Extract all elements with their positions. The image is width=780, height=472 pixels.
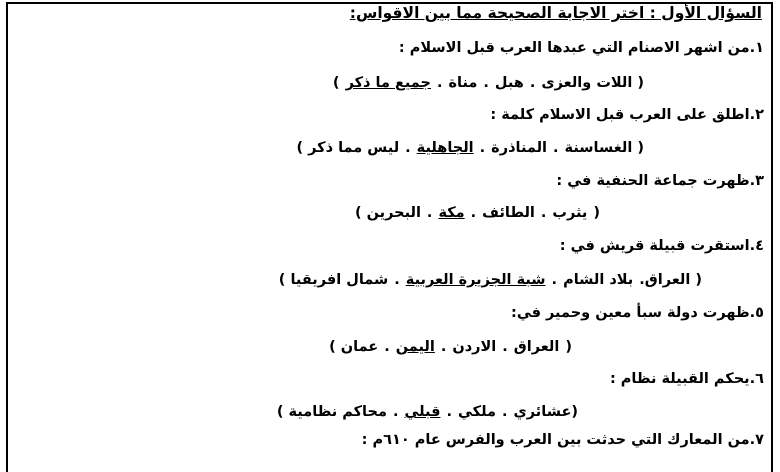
answer-option: . bbox=[483, 75, 489, 91]
options-row-5 bbox=[329, 339, 572, 355]
question-2: ٢.اطلق على العرب قبل الاسلام كلمة : bbox=[490, 107, 764, 123]
answer-option: . bbox=[405, 140, 411, 156]
options-row-2 bbox=[296, 140, 644, 156]
question-1: ١.من اشهر الاصنام التي عبدها العرب قبل الاسلام : bbox=[398, 40, 764, 56]
answer-option: ملكي bbox=[457, 404, 496, 420]
question-7: ٧.من المعارك التي حدثت بين العرب والفرس عام ٦١٠م : bbox=[361, 432, 764, 448]
answer-option: ليس مما ذكر ) bbox=[296, 140, 400, 156]
options-row-6 bbox=[277, 404, 578, 420]
answer-option: يثرب bbox=[552, 205, 588, 221]
answer-option: . bbox=[553, 140, 559, 156]
answer-option-correct: الجاهلية bbox=[416, 140, 474, 156]
answer-option: . bbox=[440, 339, 447, 355]
answer-option: ) bbox=[332, 75, 340, 91]
answer-option: عمان ) bbox=[329, 339, 379, 355]
answer-option: . bbox=[551, 272, 558, 288]
answer-option: . bbox=[529, 75, 536, 91]
answer-option-correct: شبة الجزيرة العربية bbox=[405, 272, 546, 288]
options-row-1 bbox=[333, 75, 644, 91]
page-title: السؤال الأول : اختر الاجابة الصحيحة مما بين الاقواس: bbox=[349, 4, 762, 22]
answer-option: ( اللات والعزى bbox=[541, 75, 644, 91]
answer-option: العراق bbox=[513, 339, 560, 355]
answer-option: ( bbox=[565, 339, 572, 355]
answer-option: الطائف bbox=[482, 205, 535, 221]
answer-option-correct: مكة bbox=[438, 205, 465, 221]
question-5: ٥.ظهرت دولة سبأ معين وحمير في: bbox=[511, 305, 764, 321]
answer-option: . bbox=[540, 205, 547, 221]
answer-option: . bbox=[392, 404, 399, 420]
answer-option: . bbox=[394, 272, 400, 288]
answer-option: . bbox=[501, 404, 508, 420]
answer-option: محاكم نظامية ) bbox=[276, 404, 387, 420]
answer-option: هبل bbox=[494, 75, 524, 91]
answer-option: . bbox=[502, 339, 508, 355]
question-4: ٤.استقرت قبيلة قريش في : bbox=[559, 238, 764, 254]
answer-option-correct: اليمن bbox=[395, 339, 435, 355]
answer-option-correct: قبلي bbox=[404, 404, 441, 420]
question-3: ٣.ظهرت جماعة الحنفية في : bbox=[556, 173, 764, 189]
answer-option: المناذرة bbox=[491, 140, 548, 156]
question-6: ٦.يحكم القبيلة نظام : bbox=[609, 371, 764, 387]
answer-option: ( العراق. bbox=[639, 272, 702, 288]
answer-option: . bbox=[426, 205, 433, 221]
answer-option: شمال افريقيا ) bbox=[278, 272, 389, 288]
answer-option: ( bbox=[593, 205, 600, 221]
options-row-3 bbox=[355, 205, 600, 221]
answer-option: . bbox=[470, 205, 477, 221]
answer-option-correct: جميع ما ذكر bbox=[345, 75, 431, 91]
answer-option: . bbox=[479, 140, 486, 156]
answer-option: ( الغساسنة bbox=[564, 140, 644, 156]
answer-option: . bbox=[446, 404, 452, 420]
answer-option: مناة bbox=[448, 75, 478, 91]
answer-option: . bbox=[384, 339, 390, 355]
options-row-4 bbox=[279, 272, 702, 288]
answer-option: بلاد الشام bbox=[563, 272, 634, 288]
answer-option: البحرين ) bbox=[354, 205, 421, 221]
answer-option: الاردن bbox=[452, 339, 497, 355]
answer-option: . bbox=[436, 75, 443, 91]
answer-option: (عشائري bbox=[513, 404, 578, 420]
page-border bbox=[6, 2, 773, 472]
